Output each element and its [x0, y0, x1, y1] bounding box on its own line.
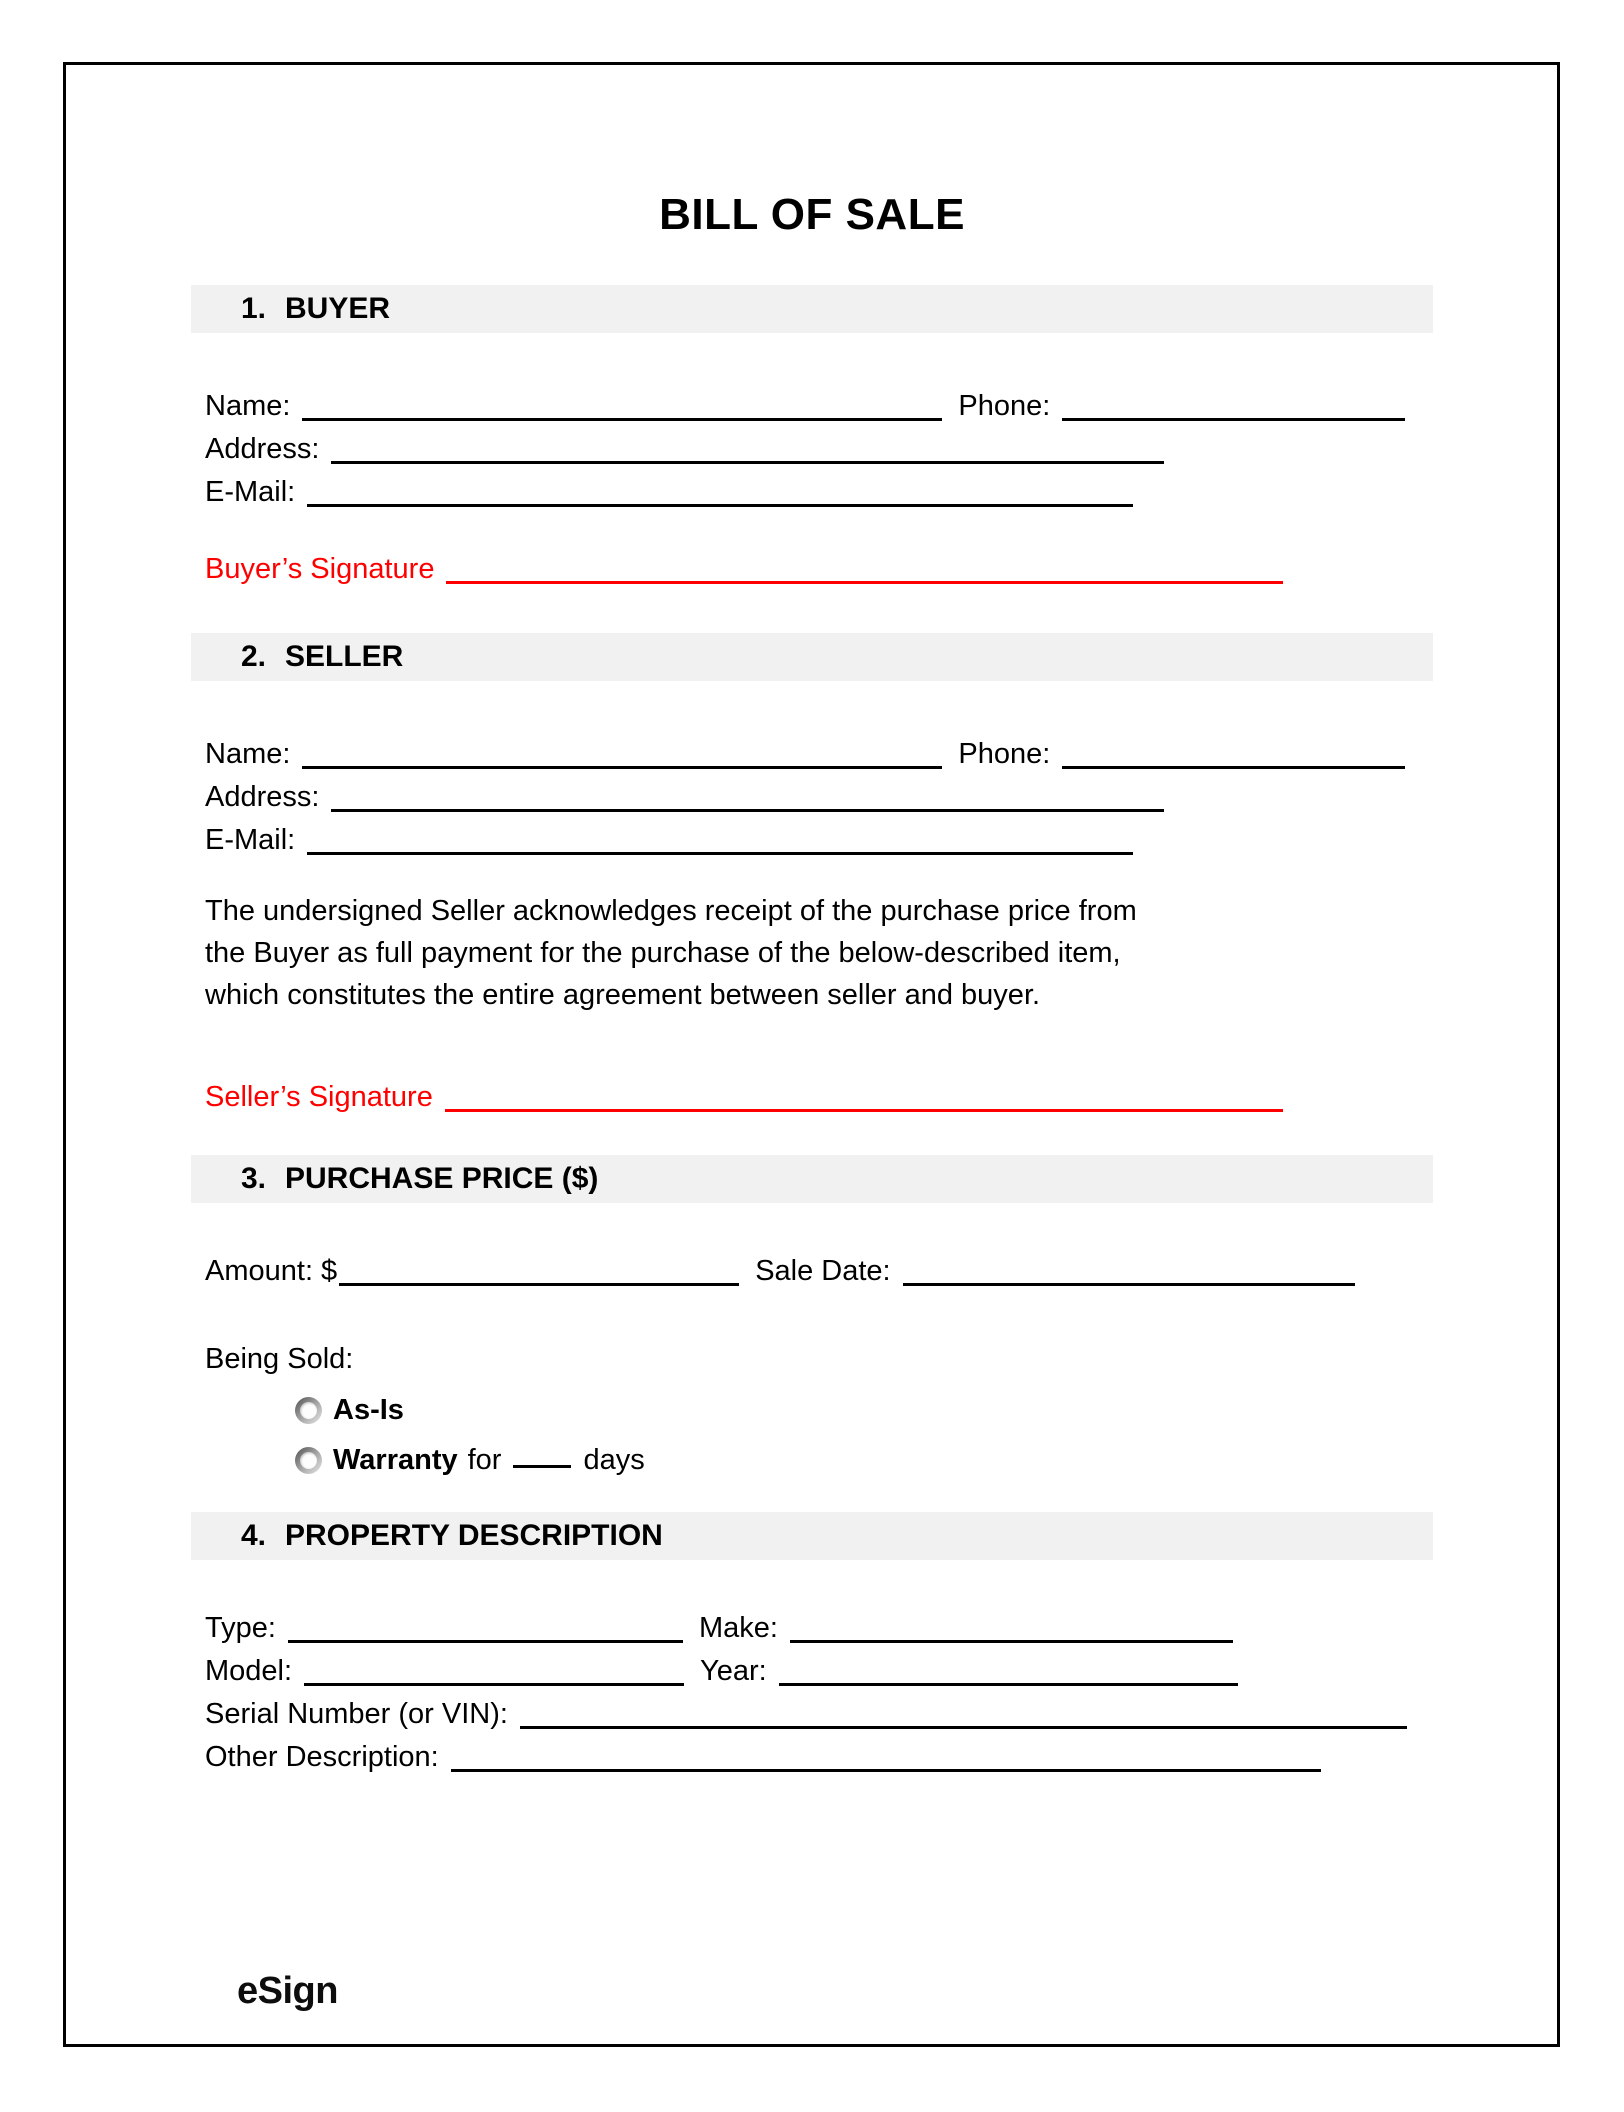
type-line[interactable]: [288, 1640, 683, 1643]
warranty-for-text: for: [467, 1443, 502, 1476]
buyer-email-line[interactable]: [307, 504, 1133, 507]
section-title-seller: SELLER: [285, 640, 404, 673]
section-header-price: [191, 1155, 1433, 1203]
seller-email-line[interactable]: [307, 852, 1133, 855]
acknowledgement-line-3: which constitutes the entire agreement between seller and buyer.: [205, 979, 1041, 1011]
acknowledgement-line-2: the Buyer as full payment for the purchase of the below-described item,: [205, 937, 1121, 969]
warranty-days-line[interactable]: [513, 1465, 571, 1468]
year-line[interactable]: [779, 1683, 1238, 1686]
sale-date-line[interactable]: [903, 1283, 1355, 1286]
bill-of-sale-form: [191, 62, 1433, 2013]
section-header-seller: [191, 633, 1433, 681]
buyer-fields: [191, 385, 1433, 514]
section-title-property: PROPERTY DESCRIPTION: [285, 1519, 663, 1552]
other-description-line[interactable]: [451, 1769, 1321, 1772]
warranty-days-text: days: [583, 1443, 645, 1476]
warranty-option-label: Warranty: [333, 1443, 458, 1476]
seller-name-label: Name:: [205, 738, 291, 770]
year-label: Year:: [700, 1655, 767, 1687]
buyer-address-label: Address:: [205, 433, 320, 465]
buyer-email-row: [191, 471, 1433, 514]
other-description-row: [191, 1736, 1433, 1779]
serial-line[interactable]: [520, 1726, 1407, 1729]
section-title-price: PURCHASE PRICE ($): [285, 1162, 599, 1195]
other-description-label: Other Description:: [205, 1741, 439, 1773]
buyer-address-line[interactable]: [331, 461, 1164, 464]
seller-fields: [191, 733, 1433, 862]
warranty-radio[interactable]: [295, 1447, 322, 1474]
seller-signature-row: [191, 1076, 1433, 1119]
amount-line[interactable]: [339, 1283, 739, 1286]
buyer-address-row: [191, 428, 1433, 471]
amount-row: [191, 1250, 1433, 1293]
being-sold-row: [191, 1338, 1433, 1381]
seller-address-line[interactable]: [331, 809, 1164, 812]
section-number-price: 3.: [241, 1162, 267, 1195]
amount-label: Amount: $: [205, 1255, 338, 1287]
page-title: BILL OF SALE: [659, 190, 965, 239]
seller-name-row: [191, 733, 1433, 776]
buyer-phone-line[interactable]: [1062, 418, 1405, 421]
seller-address-label: Address:: [205, 781, 320, 813]
being-sold-label: Being Sold:: [205, 1343, 354, 1375]
seller-email-label: E-Mail:: [205, 824, 296, 856]
seller-acknowledgement-text: [191, 890, 1433, 1016]
as-is-radio[interactable]: [295, 1397, 322, 1424]
esign-logo: eSign: [237, 1970, 338, 2012]
buyer-name-row: [191, 385, 1433, 428]
buyer-signature-line[interactable]: [446, 581, 1283, 584]
seller-phone-label: Phone:: [958, 738, 1051, 770]
serial-label: Serial Number (or VIN):: [205, 1698, 508, 1730]
seller-name-line[interactable]: [302, 766, 942, 769]
as-is-option-label: As-Is: [333, 1393, 404, 1426]
section-number-property: 4.: [241, 1519, 267, 1552]
section-number-buyer: 1.: [241, 292, 267, 325]
sale-date-label: Sale Date:: [755, 1255, 891, 1287]
model-label: Model:: [205, 1655, 293, 1687]
buyer-name-label: Name:: [205, 390, 291, 422]
seller-signature-label: Seller’s Signature: [205, 1081, 433, 1113]
as-is-option-row: [295, 1385, 1433, 1435]
serial-row: [191, 1693, 1433, 1736]
buyer-email-label: E-Mail:: [205, 476, 296, 508]
type-make-row: [191, 1607, 1433, 1650]
model-year-row: [191, 1650, 1433, 1693]
seller-address-row: [191, 776, 1433, 819]
property-fields: [191, 1607, 1433, 1779]
acknowledgement-line-1: The undersigned Seller acknowledges receipt of the purchase price from: [205, 895, 1137, 927]
make-label: Make:: [698, 1612, 778, 1644]
seller-phone-line[interactable]: [1062, 766, 1405, 769]
buyer-signature-row: [191, 548, 1433, 591]
section-number-seller: 2.: [241, 640, 267, 673]
buyer-phone-label: Phone:: [958, 390, 1051, 422]
buyer-signature-label: Buyer’s Signature: [205, 553, 435, 585]
section-header-buyer: [191, 285, 1433, 333]
seller-signature-line[interactable]: [445, 1109, 1283, 1112]
section-title-buyer: BUYER: [285, 292, 391, 325]
seller-email-row: [191, 819, 1433, 862]
buyer-name-line[interactable]: [302, 418, 942, 421]
make-line[interactable]: [790, 1640, 1233, 1643]
section-header-property: [191, 1512, 1433, 1560]
model-line[interactable]: [304, 1683, 684, 1686]
warranty-option-row: [295, 1435, 1433, 1485]
type-label: Type:: [205, 1612, 276, 1644]
